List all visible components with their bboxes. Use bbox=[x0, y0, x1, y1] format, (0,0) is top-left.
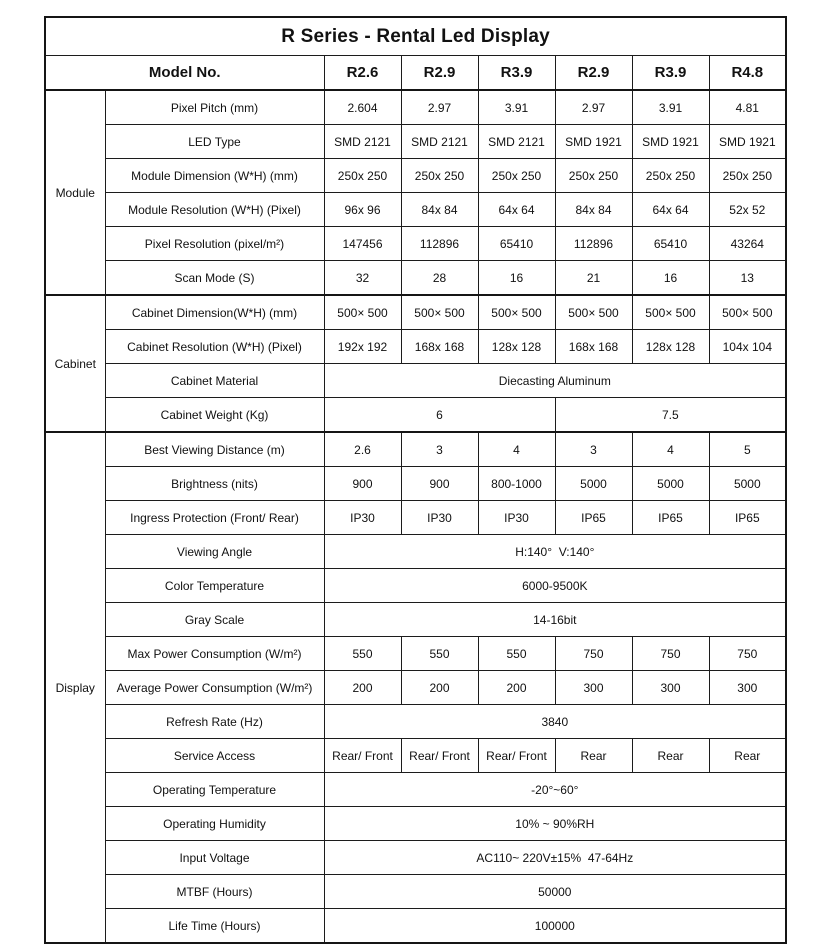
spec-value: SMD 2121 bbox=[401, 125, 478, 159]
spec-value: 550 bbox=[401, 637, 478, 671]
spec-value: 16 bbox=[632, 261, 709, 296]
table-title: R Series - Rental Led Display bbox=[45, 17, 786, 56]
spec-value: 500× 500 bbox=[324, 295, 401, 330]
model-no-header: Model No. bbox=[45, 56, 324, 91]
spec-value: 192x 192 bbox=[324, 330, 401, 364]
spec-label: Scan Mode (S) bbox=[105, 261, 324, 296]
spec-value: 168x 168 bbox=[555, 330, 632, 364]
spec-value: 4 bbox=[632, 432, 709, 467]
model-header: R2.9 bbox=[401, 56, 478, 91]
spec-value: 2.97 bbox=[401, 90, 478, 125]
spec-value: 21 bbox=[555, 261, 632, 296]
spec-value: SMD 1921 bbox=[632, 125, 709, 159]
spec-value: IP30 bbox=[324, 501, 401, 535]
spec-value: IP30 bbox=[478, 501, 555, 535]
spec-value: 104x 104 bbox=[709, 330, 786, 364]
spec-value: 64x 64 bbox=[632, 193, 709, 227]
spec-value: 500× 500 bbox=[555, 295, 632, 330]
spec-label: Input Voltage bbox=[105, 841, 324, 875]
spec-value: 2.97 bbox=[555, 90, 632, 125]
spec-label: Module Resolution (W*H) (Pixel) bbox=[105, 193, 324, 227]
spec-label: Module Dimension (W*H) (mm) bbox=[105, 159, 324, 193]
spec-value-span: 6000-9500K bbox=[324, 569, 786, 603]
spec-label: Life Time (Hours) bbox=[105, 909, 324, 944]
spec-label: Service Access bbox=[105, 739, 324, 773]
spec-value: 500× 500 bbox=[709, 295, 786, 330]
spec-value: Rear bbox=[709, 739, 786, 773]
section-label-module: Module bbox=[45, 90, 105, 295]
spec-label: Cabinet Weight (Kg) bbox=[105, 398, 324, 433]
spec-label: Average Power Consumption (W/m²) bbox=[105, 671, 324, 705]
spec-label: Cabinet Material bbox=[105, 364, 324, 398]
section-label-display: Display bbox=[45, 432, 105, 943]
spec-label: Color Temperature bbox=[105, 569, 324, 603]
spec-label: LED Type bbox=[105, 125, 324, 159]
spec-value: 5000 bbox=[709, 467, 786, 501]
spec-value: 900 bbox=[401, 467, 478, 501]
spec-label: Gray Scale bbox=[105, 603, 324, 637]
spec-value: 32 bbox=[324, 261, 401, 296]
spec-value-span: AC110~ 220V±15% 47-64Hz bbox=[324, 841, 786, 875]
section-label-cabinet: Cabinet bbox=[45, 295, 105, 432]
model-header: R2.9 bbox=[555, 56, 632, 91]
spec-value: 5000 bbox=[632, 467, 709, 501]
spec-value: 64x 64 bbox=[478, 193, 555, 227]
model-header: R4.8 bbox=[709, 56, 786, 91]
spec-value: 750 bbox=[555, 637, 632, 671]
spec-value: IP65 bbox=[555, 501, 632, 535]
spec-label: Cabinet Dimension(W*H) (mm) bbox=[105, 295, 324, 330]
spec-label: Pixel Pitch (mm) bbox=[105, 90, 324, 125]
spec-label: Brightness (nits) bbox=[105, 467, 324, 501]
spec-value: 84x 84 bbox=[401, 193, 478, 227]
spec-value: IP65 bbox=[709, 501, 786, 535]
spec-value: 4.81 bbox=[709, 90, 786, 125]
spec-value: 250x 250 bbox=[632, 159, 709, 193]
spec-value: Rear bbox=[632, 739, 709, 773]
spec-label: MTBF (Hours) bbox=[105, 875, 324, 909]
spec-label: Operating Temperature bbox=[105, 773, 324, 807]
model-header: R3.9 bbox=[632, 56, 709, 91]
spec-value: 500× 500 bbox=[478, 295, 555, 330]
model-header: R2.6 bbox=[324, 56, 401, 91]
spec-value: SMD 2121 bbox=[324, 125, 401, 159]
spec-value: 750 bbox=[709, 637, 786, 671]
spec-value: Rear/ Front bbox=[478, 739, 555, 773]
spec-value: 16 bbox=[478, 261, 555, 296]
spec-value: 128x 128 bbox=[632, 330, 709, 364]
spec-value: SMD 1921 bbox=[555, 125, 632, 159]
spec-value: 900 bbox=[324, 467, 401, 501]
spec-value: 112896 bbox=[555, 227, 632, 261]
spec-label: Best Viewing Distance (m) bbox=[105, 432, 324, 467]
spec-value: 3 bbox=[401, 432, 478, 467]
spec-value: 300 bbox=[709, 671, 786, 705]
spec-value: 147456 bbox=[324, 227, 401, 261]
spec-value: IP65 bbox=[632, 501, 709, 535]
spec-label: Viewing Angle bbox=[105, 535, 324, 569]
spec-value: 200 bbox=[478, 671, 555, 705]
spec-value: 250x 250 bbox=[401, 159, 478, 193]
spec-value-span: 3840 bbox=[324, 705, 786, 739]
spec-label: Refresh Rate (Hz) bbox=[105, 705, 324, 739]
spec-label: Ingress Protection (Front/ Rear) bbox=[105, 501, 324, 535]
spec-value-span: 10% ~ 90%RH bbox=[324, 807, 786, 841]
spec-value: 84x 84 bbox=[555, 193, 632, 227]
spec-value: 65410 bbox=[478, 227, 555, 261]
spec-value: Rear/ Front bbox=[324, 739, 401, 773]
spec-value-span: 50000 bbox=[324, 875, 786, 909]
spec-value-span: 14-16bit bbox=[324, 603, 786, 637]
spec-value: 128x 128 bbox=[478, 330, 555, 364]
spec-table-body bbox=[45, 17, 786, 943]
spec-label: Pixel Resolution (pixel/m²) bbox=[105, 227, 324, 261]
spec-value: 96x 96 bbox=[324, 193, 401, 227]
spec-value: 65410 bbox=[632, 227, 709, 261]
spec-value: Rear bbox=[555, 739, 632, 773]
spec-value: 3 bbox=[555, 432, 632, 467]
spec-value: 200 bbox=[324, 671, 401, 705]
spec-value: 5000 bbox=[555, 467, 632, 501]
spec-value-span: 6 bbox=[324, 398, 555, 433]
spec-value: Rear/ Front bbox=[401, 739, 478, 773]
spec-value: 800-1000 bbox=[478, 467, 555, 501]
spec-value-span: 100000 bbox=[324, 909, 786, 944]
spec-value-span: 7.5 bbox=[555, 398, 786, 433]
model-header: R3.9 bbox=[478, 56, 555, 91]
spec-value: 200 bbox=[401, 671, 478, 705]
spec-value: 2.6 bbox=[324, 432, 401, 467]
spec-value: 750 bbox=[632, 637, 709, 671]
spec-value: 300 bbox=[632, 671, 709, 705]
spec-value: 500× 500 bbox=[632, 295, 709, 330]
spec-value: IP30 bbox=[401, 501, 478, 535]
spec-value: 168x 168 bbox=[401, 330, 478, 364]
spec-value: 500× 500 bbox=[401, 295, 478, 330]
spec-value: 43264 bbox=[709, 227, 786, 261]
spec-value: 13 bbox=[709, 261, 786, 296]
spec-value: 3.91 bbox=[478, 90, 555, 125]
spec-value-span: Diecasting Aluminum bbox=[324, 364, 786, 398]
spec-value: 2.604 bbox=[324, 90, 401, 125]
spec-value: 4 bbox=[478, 432, 555, 467]
spec-value: 300 bbox=[555, 671, 632, 705]
spec-value: 3.91 bbox=[632, 90, 709, 125]
spec-value-span: -20°~60° bbox=[324, 773, 786, 807]
spec-value: 250x 250 bbox=[478, 159, 555, 193]
spec-value-span: H:140° V:140° bbox=[324, 535, 786, 569]
spec-value: SMD 1921 bbox=[709, 125, 786, 159]
spec-label: Operating Humidity bbox=[105, 807, 324, 841]
spec-value: 250x 250 bbox=[709, 159, 786, 193]
spec-label: Max Power Consumption (W/m²) bbox=[105, 637, 324, 671]
spec-value: 550 bbox=[324, 637, 401, 671]
spec-value: 250x 250 bbox=[555, 159, 632, 193]
spec-value: 5 bbox=[709, 432, 786, 467]
spec-table bbox=[44, 16, 787, 944]
spec-value: SMD 2121 bbox=[478, 125, 555, 159]
spec-value: 112896 bbox=[401, 227, 478, 261]
spec-label: Cabinet Resolution (W*H) (Pixel) bbox=[105, 330, 324, 364]
spec-value: 28 bbox=[401, 261, 478, 296]
spec-value: 52x 52 bbox=[709, 193, 786, 227]
spec-value: 550 bbox=[478, 637, 555, 671]
spec-value: 250x 250 bbox=[324, 159, 401, 193]
